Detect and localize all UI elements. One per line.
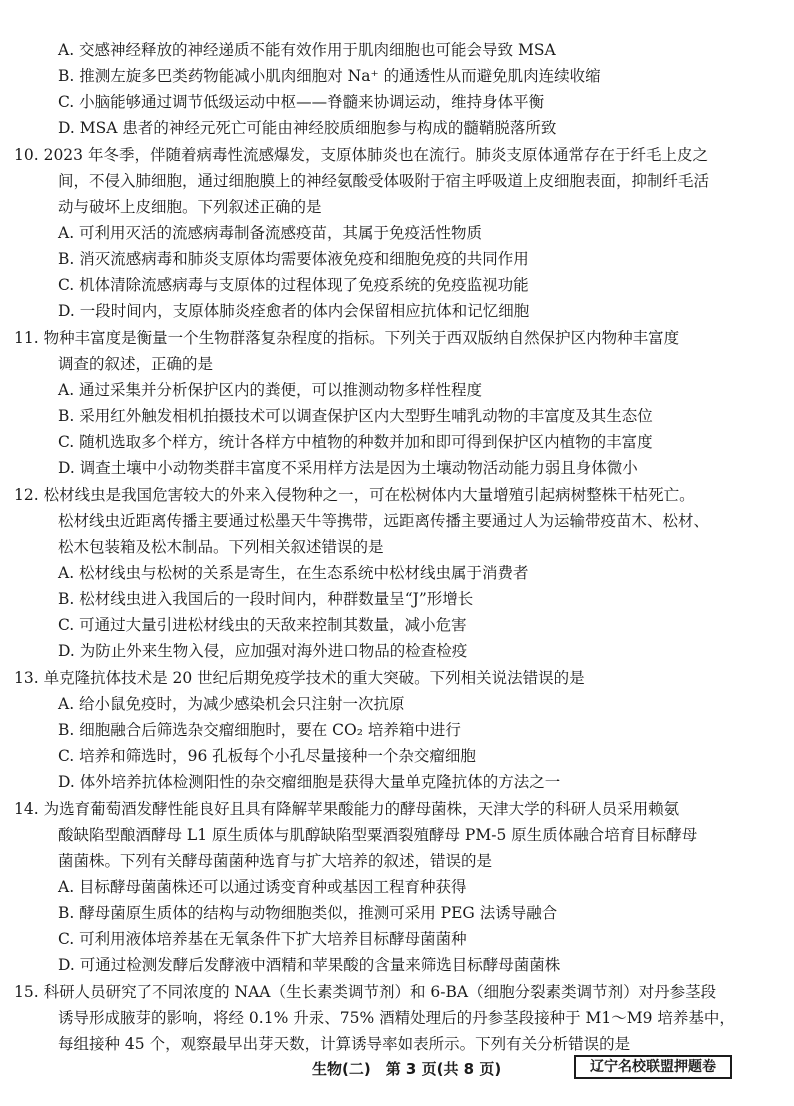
question-10-option-d: D. 一段时间内，支原体肺炎痊愈者的体内会保留相应抗体和记忆细胞 [58,302,530,320]
question-9-option-d: D. MSA 患者的神经元死亡可能由神经胶质细胞参与构成的髓鞘脱落所致 [58,119,557,137]
question-14-option-c: C. 可利用液体培养基在无氧条件下扩大培养目标酵母菌菌种 [58,930,467,948]
question-12-stem: 12. 松材线虫是我国危害较大的外来入侵物种之一，可在松树体内大量增殖引起病树整株干枯死亡。 [14,486,695,504]
question-10-option-b: B. 消灭流感病毒和肺炎支原体均需要体液免疫和细胞免疫的共同作用 [58,250,529,268]
question-15-stem: 15. 科研人员研究了不同浓度的 NAA（生长素类调节剂）和 6-BA（细胞分裂素类调节剂）对丹参茎段 [14,983,717,1001]
question-13-option-d: D. 体外培养抗体检测阳性的杂交瘤细胞是获得大量单克隆抗体的方法之一 [58,773,561,791]
question-13-option-a: A. 给小鼠免疫时，为减少感染机会只注射一次抗原 [58,695,405,713]
question-11-option-c: C. 随机选取多个样方，统计各样方中植物的种数并加和即可得到保护区内植物的丰富度 [58,433,653,451]
question-14-option-d: D. 可通过检测发酵后发酵液中酒精和苹果酸的含量来筛选目标酵母菌菌株 [58,956,561,974]
question-11-option-d: D. 调查土壤中小动物类群丰富度不采用样方法是因为土壤动物活动能力弱且身体微小 [58,459,638,477]
question-11-stem: 11. 物种丰富度是衡量一个生物群落复杂程度的指标。下列关于西双版纳自然保护区内物种丰富度 [14,329,680,347]
question-12-stem-continued: 松木包装箱及松木制品。下列相关叙述错误的是 [58,538,384,556]
question-13-stem: 13. 单克隆抗体技术是 20 世纪后期免疫学技术的重大突破。下列相关说法错误的是 [14,669,585,687]
question-14-stem-continued: 酸缺陷型酿酒酵母 L1 原生质体与肌醇缺陷型粟酒裂殖酵母 PM-5 原生质体融合培育目标酵母 [58,826,698,844]
question-11-option-a: A. 通过采集并分析保护区内的粪便，可以推测动物多样性程度 [58,381,483,399]
question-13-option-c: C. 培养和筛选时，96 孔板每个小孔尽量接种一个杂交瘤细胞 [58,747,476,765]
question-12-option-c: C. 可通过大量引进松材线虫的天敌来控制其数量，减小危害 [58,616,467,634]
question-12-stem-continued: 松材线虫近距离传播主要通过松墨天牛等携带，远距离传播主要通过人为运输带疫苗木、松材、 [58,512,710,530]
page-footer-info: 生物(二) 第 3 页(共 8 页) [312,1060,502,1078]
question-10-option-c: C. 机体清除流感病毒与支原体的过程体现了免疫系统的免疫监视功能 [58,276,529,294]
question-10-option-a: A. 可利用灭活的流感病毒制备流感疫苗，其属于免疫活性物质 [58,224,483,242]
question-12-option-b: B. 松材线虫进入我国后的一段时间内，种群数量呈“J”形增长 [58,590,474,608]
question-15-stem-continued: 每组接种 45 个，观察最早出芽天数，计算诱导率如表所示。下列有关分析错误的是 [58,1035,631,1053]
question-11-stem-continued: 调查的叙述，正确的是 [58,355,214,373]
question-15-stem-continued: 诱导形成腋芽的影响，将经 0.1% 升汞、75% 酒精处理后的丹参茎段接种于 M1～M9 培养基中， [58,1009,735,1027]
question-11-option-b: B. 采用红外触发相机拍摄技术可以调查保护区内大型野生哺乳动物的丰富度及其生态位 [58,407,653,425]
question-12-option-d: D. 为防止外来生物入侵，应加强对海外进口物品的检查检疫 [58,642,468,660]
exam-name-badge: 辽宁名校联盟押题卷 [574,1055,732,1079]
question-14-option-b: B. 酵母菌原生质体的结构与动物细胞类似，推测可采用 PEG 法诱导融合 [58,904,558,922]
question-9-option-a: A. 交感神经释放的神经递质不能有效作用于肌肉细胞也可能会导致 MSA [58,41,556,59]
question-14-option-a: A. 目标酵母菌菌株还可以通过诱变育种或基因工程育种获得 [58,878,467,896]
question-14-stem: 14. 为选育葡萄酒发酵性能良好且具有降解苹果酸能力的酵母菌株，天津大学的科研人员采用赖氨 [14,800,680,818]
question-9-option-c: C. 小脑能够通过调节低级运动中枢——脊髓来协调运动，维持身体平衡 [58,93,545,111]
question-10-stem: 10. 2023 年冬季，伴随着病毒性流感爆发，支原体肺炎也在流行。肺炎支原体通常存在于纤毛上皮之 [14,146,708,164]
question-13-option-b: B. 细胞融合后筛选杂交瘤细胞时，要在 CO₂ 培养箱中进行 [58,721,461,739]
question-10-stem-continued: 动与破坏上皮细胞。下列叙述正确的是 [58,198,322,216]
question-9-option-b: B. 推测左旋多巴类药物能减小肌肉细胞对 Na⁺ 的通透性从而避免肌肉连续收缩 [58,67,601,85]
question-14-stem-continued: 菌菌株。下列有关酵母菌菌种选育与扩大培养的叙述，错误的是 [58,852,493,870]
question-10-stem-continued: 间，不侵入肺细胞，通过细胞膜上的神经氨酸受体吸附于宿主呼吸道上皮细胞表面，抑制纤毛活 [58,172,710,190]
question-12-option-a: A. 松材线虫与松树的关系是寄生，在生态系统中松材线虫属于消费者 [58,564,529,582]
